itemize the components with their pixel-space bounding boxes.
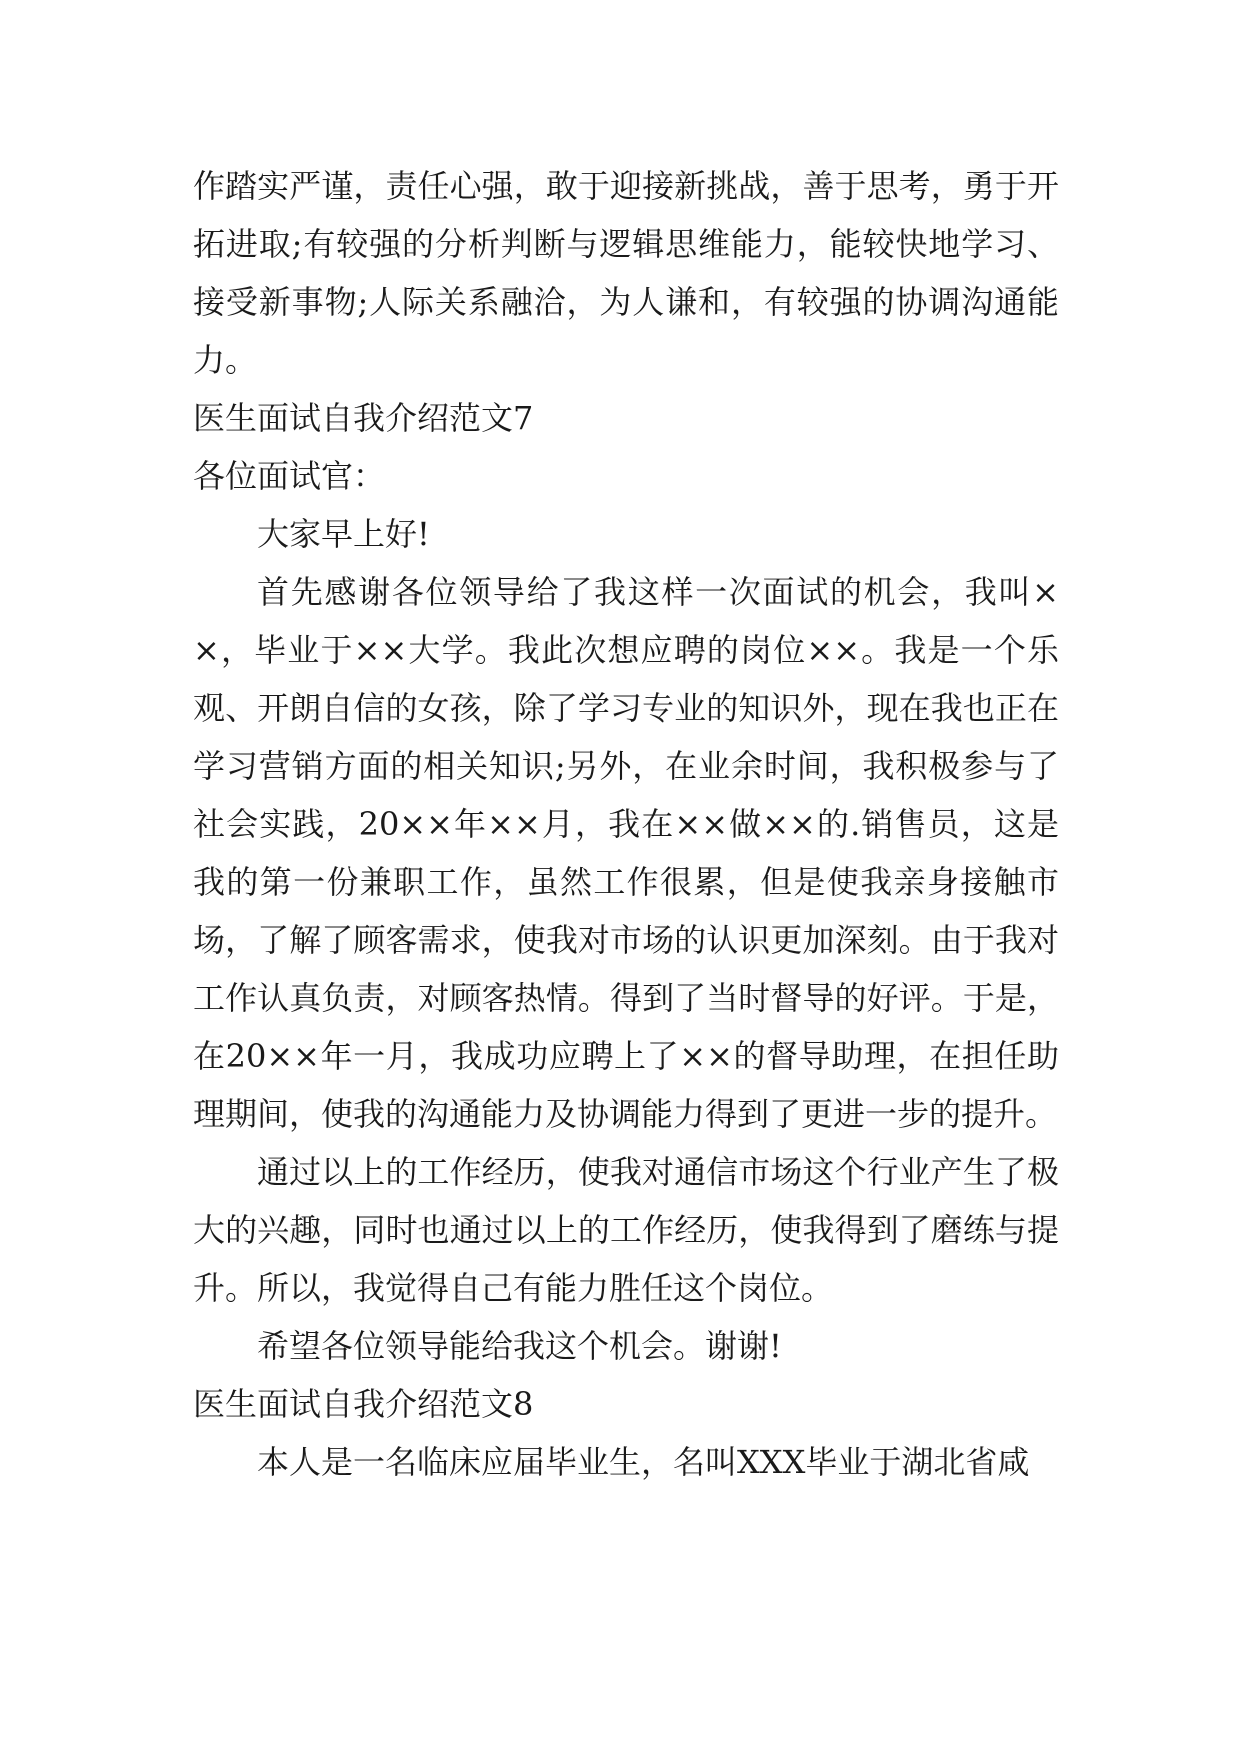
section-heading-7: 医生面试自我介绍范文7 — [193, 399, 534, 437]
paragraph-interest: 通过以上的工作经历，使我对通信市场这个行业产生了极大的兴趣，同时也通过以上的工作经历，使我得到了磨练与提升。所以，我觉得自己有能力胜任这个岗位。 — [193, 1153, 1059, 1307]
document-page — [193, 157, 1059, 1491]
paragraph-closing: 希望各位领导能给我这个机会。谢谢! — [257, 1327, 782, 1365]
paragraph-section8-start: 本人是一名临床应届毕业生，名叫XXX毕业于湖北省咸 — [257, 1443, 1030, 1481]
section-heading-8: 医生面试自我介绍范文8 — [193, 1385, 534, 1423]
salutation: 各位面试官： — [193, 457, 386, 495]
greeting: 大家早上好! — [257, 515, 430, 553]
paragraph-intro-continuation: 作踏实严谨，责任心强，敢于迎接新挑战，善于思考，勇于开拓进取;有较强的分析判断与逻辑思维能力，能较快地学习、接受新事物;人际关系融洽，为人谦和，有较强的协调沟通能力。 — [193, 167, 1059, 379]
paragraph-experience: 首先感谢各位领导给了我这样一次面试的机会，我叫××，毕业于××大学。我此次想应聘的岗位××。我是一个乐观、开朗自信的女孩，除了学习专业的知识外，现在我也正在学习营销方面的相关知识;另外，在业余时间，我积极参与了社会实践，20××年××月，我在××做××的.销售员，这是我的第一份兼职工作，虽然工作很累，但是使我亲身接触市场，了解了顾客需求，使我对市场的认识更加深刻。由于我对工作认真负责，对顾客热情。得到了当时督导的好评。于是，在20××年一月，我成功应聘上了××的督导助理，在担任助理期间，使我的沟通能力及协调能力得到了更进一步的提升。 — [193, 573, 1059, 1133]
